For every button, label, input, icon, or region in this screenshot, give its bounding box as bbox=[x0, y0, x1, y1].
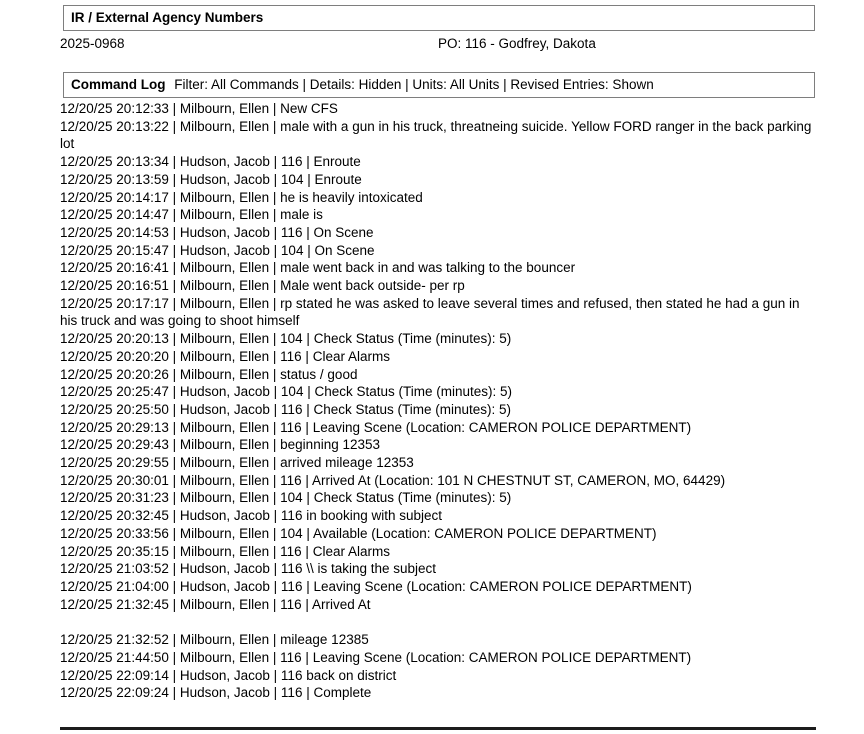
log-entry: 12/20/25 20:20:26 | Milbourn, Ellen | status / good bbox=[60, 366, 358, 382]
case-header-row bbox=[60, 35, 816, 52]
log-entry: 12/20/25 20:25:47 | Hudson, Jacob | 104 | Check Status (Time (minutes): 5) bbox=[60, 384, 513, 400]
log-entry: 12/20/25 20:29:55 | Milbourn, Ellen | arrived mileage 12353 bbox=[60, 455, 414, 471]
log-entry: 12/20/25 20:16:41 | Milbourn, Ellen | male went back in and was talking to the bouncer bbox=[60, 260, 576, 276]
log-entry: 12/20/25 20:14:53 | Hudson, Jacob | 116 | On Scene bbox=[60, 224, 374, 240]
log-entry: 12/20/25 20:25:50 | Hudson, Jacob | 116 | Check Status (Time (minutes): 5) bbox=[60, 401, 512, 417]
log-entry bbox=[60, 613, 816, 631]
page-bottom-rule bbox=[60, 727, 816, 730]
log-entry: 12/20/25 22:09:24 | Hudson, Jacob | 116 | Complete bbox=[60, 685, 372, 701]
report-title-box bbox=[63, 5, 815, 31]
command-log-header-box bbox=[63, 72, 815, 98]
log-entry: 12/20/25 20:15:47 | Hudson, Jacob | 104 | On Scene bbox=[60, 242, 375, 258]
log-entry: 12/20/25 20:33:56 | Milbourn, Ellen | 104 | Available (Location: CAMERON POLICE DEPARTMENT) bbox=[60, 525, 657, 541]
report-page bbox=[60, 0, 816, 702]
report-title: IR / External Agency Numbers bbox=[71, 10, 264, 25]
log-entry: 12/20/25 21:32:45 | Milbourn, Ellen | 116 | Arrived At bbox=[60, 596, 371, 612]
primary-officer: PO: 116 - Godfrey, Dakota bbox=[438, 36, 596, 51]
log-entry: 12/20/25 20:12:33 | Milbourn, Ellen | New CFS bbox=[60, 101, 338, 116]
log-entry: 12/20/25 20:32:45 | Hudson, Jacob | 116 in booking with subject bbox=[60, 508, 443, 524]
log-entry: 12/20/25 20:17:17 | Milbourn, Ellen | rp stated he was asked to leave several times and refused, then stated he had a gun in his truck and was going to shoot himself bbox=[60, 295, 800, 329]
log-entry: 12/20/25 20:29:43 | Milbourn, Ellen | beginning 12353 bbox=[60, 437, 381, 453]
log-entry: 12/20/25 20:16:51 | Milbourn, Ellen | Male went back outside- per rp bbox=[60, 278, 465, 294]
log-entry: 12/20/25 20:13:22 | Milbourn, Ellen | male with a gun in his truck, threatneing suicide. Yellow FORD ranger in the back parking lot bbox=[60, 118, 812, 152]
log-entry: 12/20/25 21:32:52 | Milbourn, Ellen | mileage 12385 bbox=[60, 632, 369, 648]
case-number: 2025-0968 bbox=[60, 36, 125, 51]
log-entry: 12/20/25 22:09:14 | Hudson, Jacob | 116 back on district bbox=[60, 667, 397, 683]
log-entry: 12/20/25 21:03:52 | Hudson, Jacob | 116 \\ is taking the subject bbox=[60, 561, 437, 577]
log-entry: 12/20/25 20:29:13 | Milbourn, Ellen | 116 | Leaving Scene (Location: CAMERON POLICE DEPARTMENT) bbox=[60, 419, 692, 435]
log-entry: 12/20/25 20:14:47 | Milbourn, Ellen | male is bbox=[60, 207, 323, 223]
log-entry: 12/20/25 21:04:00 | Hudson, Jacob | 116 | Leaving Scene (Location: CAMERON POLICE DEPARTMENT) bbox=[60, 578, 692, 594]
log-entry: 12/20/25 20:30:01 | Milbourn, Ellen | 116 | Arrived At (Location: 101 N CHESTNUT ST, CAMERON, MO, 64429) bbox=[60, 472, 726, 488]
log-entry: 12/20/25 20:14:17 | Milbourn, Ellen | he is heavily intoxicated bbox=[60, 189, 423, 205]
command-log-title: Command Log bbox=[71, 77, 166, 92]
log-entry: 12/20/25 20:20:20 | Milbourn, Ellen | 116 | Clear Alarms bbox=[60, 348, 390, 364]
log-entry: 12/20/25 20:13:59 | Hudson, Jacob | 104 | Enroute bbox=[60, 171, 362, 187]
command-log-entries bbox=[60, 100, 816, 702]
log-entry: 12/20/25 20:20:13 | Milbourn, Ellen | 104 | Check Status (Time (minutes): 5) bbox=[60, 331, 512, 347]
log-entry: 12/20/25 20:13:34 | Hudson, Jacob | 116 | Enroute bbox=[60, 154, 361, 170]
log-entry: 12/20/25 21:44:50 | Milbourn, Ellen | 116 | Leaving Scene (Location: CAMERON POLICE DEPARTMENT) bbox=[60, 649, 692, 665]
log-entry: 12/20/25 20:31:23 | Milbourn, Ellen | 104 | Check Status (Time (minutes): 5) bbox=[60, 490, 512, 506]
log-entry: 12/20/25 20:35:15 | Milbourn, Ellen | 116 | Clear Alarms bbox=[60, 543, 390, 559]
command-log-filter-summary: Filter: All Commands | Details: Hidden | Units: All Units | Revised Entries: Shown bbox=[174, 77, 654, 92]
